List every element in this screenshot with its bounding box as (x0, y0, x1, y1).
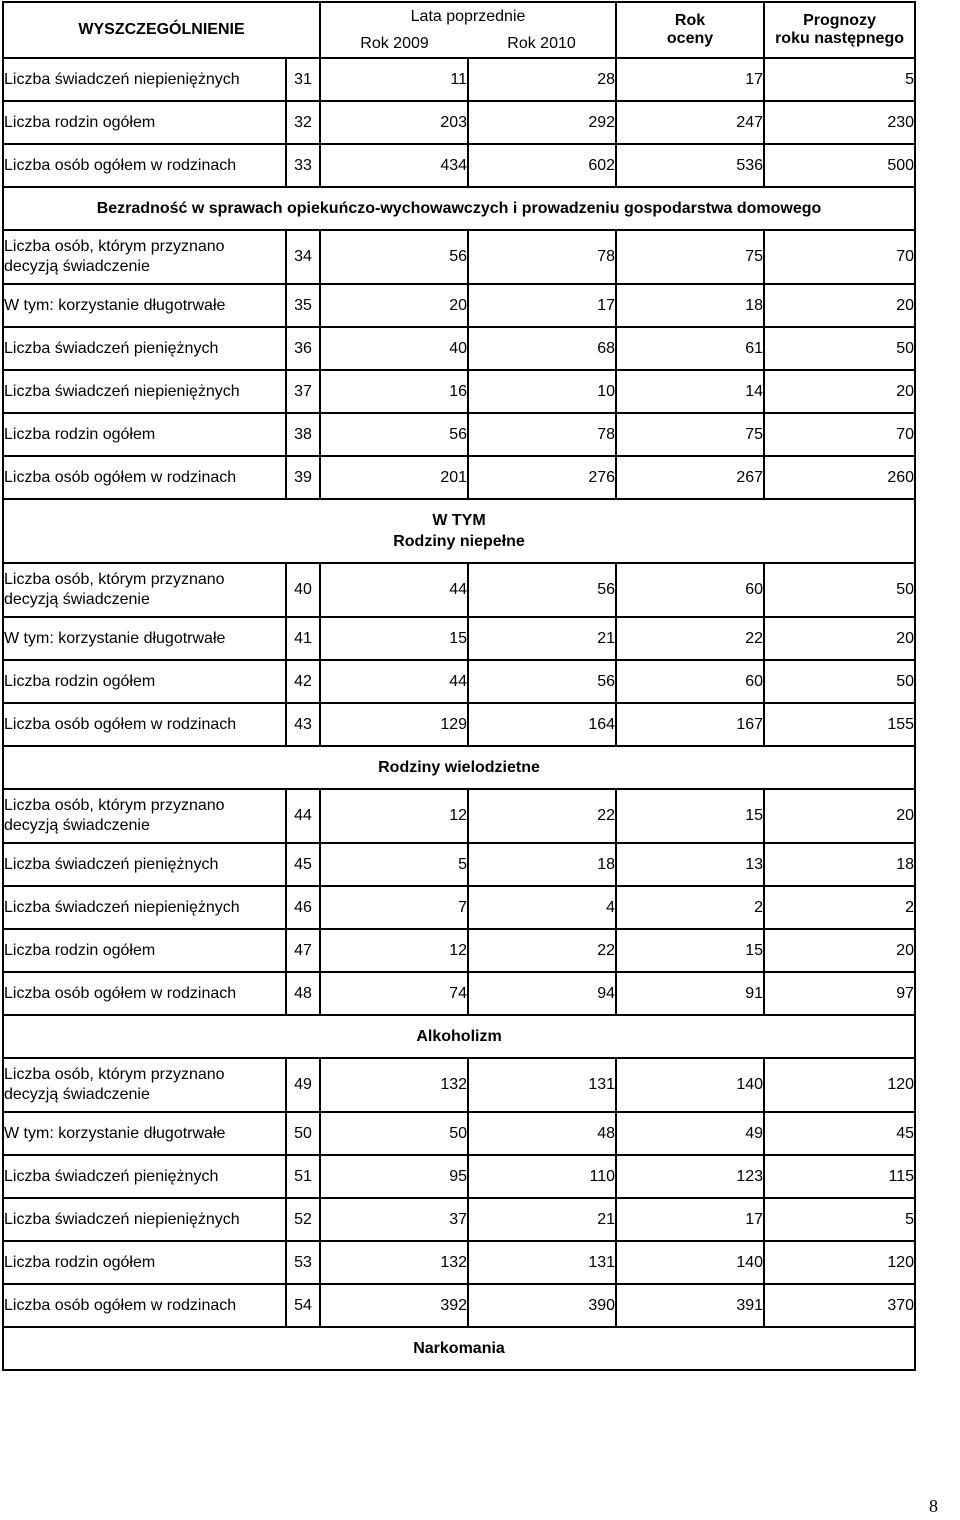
table-row (3, 284, 915, 327)
row-number: 36 (286, 327, 320, 370)
value-forecast: 50 (764, 563, 915, 617)
row-number: 40 (286, 563, 320, 617)
value-eval-year: 391 (616, 1284, 764, 1327)
value-2009: 20 (320, 284, 468, 327)
table-row (3, 617, 915, 660)
value-forecast: 260 (764, 456, 915, 499)
row-number: 45 (286, 843, 320, 886)
value-2009: 16 (320, 370, 468, 413)
value-2010: 22 (468, 929, 616, 972)
value-2010: 78 (468, 413, 616, 456)
row-number: 38 (286, 413, 320, 456)
table-row (3, 886, 915, 929)
value-2009: 74 (320, 972, 468, 1015)
value-2009: 50 (320, 1112, 468, 1155)
section-3-rows (3, 789, 915, 1015)
value-2009: 95 (320, 1155, 468, 1198)
value-eval-year: 60 (616, 660, 764, 703)
value-2009: 203 (320, 101, 468, 144)
row-label (3, 230, 286, 284)
row-label: Liczba świadczeń pieniężnych (3, 843, 286, 886)
statistics-table (2, 1, 916, 1371)
row-label-line1: Liczba osób, którym przyznano (4, 571, 225, 588)
value-forecast: 20 (764, 929, 915, 972)
value-forecast: 5 (764, 1198, 915, 1241)
value-2010: 602 (468, 144, 616, 187)
row-label: Liczba osób ogółem w rodzinach (3, 703, 286, 746)
value-2010: 110 (468, 1155, 616, 1198)
section-1-rows (3, 230, 915, 499)
table-row (3, 144, 915, 187)
value-2010: 68 (468, 327, 616, 370)
section-4-rows (3, 1058, 915, 1327)
row-number: 32 (286, 101, 320, 144)
value-2009: 44 (320, 660, 468, 703)
row-number: 33 (286, 144, 320, 187)
table-row (3, 327, 915, 370)
table-row (3, 230, 915, 284)
value-2010: 28 (468, 58, 616, 101)
row-label-line2: decyzją świadczenie (4, 258, 150, 275)
row-label: Liczba świadczeń pieniężnych (3, 327, 286, 370)
row-label-line2: decyzją świadczenie (4, 1086, 150, 1103)
value-2010: 48 (468, 1112, 616, 1155)
row-label: Liczba świadczeń niepieniężnych (3, 886, 286, 929)
header-year-2010: Rok 2010 (468, 30, 616, 58)
value-2009: 56 (320, 230, 468, 284)
value-2010: 94 (468, 972, 616, 1015)
value-eval-year: 140 (616, 1241, 764, 1284)
value-2010: 131 (468, 1241, 616, 1284)
section-4 (3, 1015, 915, 1058)
table-row (3, 58, 915, 101)
row-label: W tym: korzystanie długotrwałe (3, 284, 286, 327)
row-number: 53 (286, 1241, 320, 1284)
row-number: 47 (286, 929, 320, 972)
value-2009: 5 (320, 843, 468, 886)
value-forecast: 115 (764, 1155, 915, 1198)
rows-top (3, 58, 915, 187)
row-label: Liczba osób ogółem w rodzinach (3, 1284, 286, 1327)
value-forecast: 70 (764, 230, 915, 284)
section-3 (3, 746, 915, 789)
table-row (3, 456, 915, 499)
value-2009: 129 (320, 703, 468, 746)
table-row (3, 1241, 915, 1284)
row-label: Liczba osób ogółem w rodzinach (3, 972, 286, 1015)
header-previous-years: Lata poprzednie (320, 2, 616, 30)
row-label: W tym: korzystanie długotrwałe (3, 617, 286, 660)
row-label-line2: decyzją świadczenie (4, 817, 150, 834)
row-number: 34 (286, 230, 320, 284)
row-label-line1: Liczba osób, którym przyznano (4, 238, 225, 255)
row-number: 44 (286, 789, 320, 843)
value-2009: 40 (320, 327, 468, 370)
row-number: 37 (286, 370, 320, 413)
row-label (3, 789, 286, 843)
table-row (3, 370, 915, 413)
row-number: 41 (286, 617, 320, 660)
table-row (3, 413, 915, 456)
value-eval-year: 167 (616, 703, 764, 746)
value-2009: 392 (320, 1284, 468, 1327)
table-row (3, 1155, 915, 1198)
value-forecast: 5 (764, 58, 915, 101)
row-label-line1: Liczba osób, którym przyznano (4, 797, 225, 814)
row-label: Liczba świadczeń niepieniężnych (3, 370, 286, 413)
header-eval-line1: Rok (674, 12, 706, 29)
value-forecast: 45 (764, 1112, 915, 1155)
value-2010: 56 (468, 660, 616, 703)
row-number: 42 (286, 660, 320, 703)
value-forecast: 230 (764, 101, 915, 144)
header-forecast-line1: Prognozy (803, 12, 876, 29)
value-eval-year: 91 (616, 972, 764, 1015)
value-2010: 18 (468, 843, 616, 886)
row-number: 50 (286, 1112, 320, 1155)
row-label-line2: decyzją świadczenie (4, 591, 150, 608)
row-label: Liczba osób ogółem w rodzinach (3, 144, 286, 187)
row-number: 31 (286, 58, 320, 101)
value-2010: 164 (468, 703, 616, 746)
value-eval-year: 49 (616, 1112, 764, 1155)
value-eval-year: 18 (616, 284, 764, 327)
value-eval-year: 22 (616, 617, 764, 660)
section-2-title-line2: Rodziny niepełne (393, 533, 525, 550)
value-eval-year: 14 (616, 370, 764, 413)
table-row (3, 1284, 915, 1327)
row-label: Liczba świadczeń niepieniężnych (3, 1198, 286, 1241)
value-forecast: 20 (764, 617, 915, 660)
value-2009: 132 (320, 1241, 468, 1284)
value-2009: 44 (320, 563, 468, 617)
value-2010: 22 (468, 789, 616, 843)
value-eval-year: 2 (616, 886, 764, 929)
value-eval-year: 60 (616, 563, 764, 617)
section-5 (3, 1327, 915, 1370)
row-label: Liczba rodzin ogółem (3, 1241, 286, 1284)
value-eval-year: 75 (616, 230, 764, 284)
value-forecast: 120 (764, 1058, 915, 1112)
value-2009: 7 (320, 886, 468, 929)
value-forecast: 500 (764, 144, 915, 187)
value-forecast: 2 (764, 886, 915, 929)
value-2009: 434 (320, 144, 468, 187)
table-row (3, 929, 915, 972)
table-row (3, 843, 915, 886)
section-5-title: Narkomania (3, 1327, 915, 1370)
value-2009: 11 (320, 58, 468, 101)
row-number: 54 (286, 1284, 320, 1327)
section-3-title: Rodziny wielodzietne (3, 746, 915, 789)
section-1 (3, 187, 915, 230)
section-2-title (3, 499, 915, 563)
row-number: 51 (286, 1155, 320, 1198)
value-2010: 21 (468, 617, 616, 660)
section-2 (3, 499, 915, 563)
header-forecast-line2: roku następnego (775, 30, 904, 47)
row-label: Liczba rodzin ogółem (3, 660, 286, 703)
section-2-title-line1: W TYM (432, 512, 486, 529)
value-forecast: 20 (764, 284, 915, 327)
row-number: 52 (286, 1198, 320, 1241)
page-number: 8 (929, 1496, 938, 1516)
section-2-rows (3, 563, 915, 746)
value-eval-year: 247 (616, 101, 764, 144)
row-label (3, 563, 286, 617)
value-eval-year: 17 (616, 58, 764, 101)
row-number: 49 (286, 1058, 320, 1112)
value-2009: 12 (320, 929, 468, 972)
value-forecast: 20 (764, 370, 915, 413)
header-label-column: WYSZCZEGÓLNIENIE (3, 2, 320, 58)
row-number: 43 (286, 703, 320, 746)
value-2010: 276 (468, 456, 616, 499)
value-eval-year: 140 (616, 1058, 764, 1112)
value-2010: 21 (468, 1198, 616, 1241)
value-forecast: 50 (764, 327, 915, 370)
value-forecast: 155 (764, 703, 915, 746)
table-row (3, 1058, 915, 1112)
value-2009: 201 (320, 456, 468, 499)
value-eval-year: 267 (616, 456, 764, 499)
table-row (3, 972, 915, 1015)
header-forecast (764, 2, 915, 58)
value-2010: 292 (468, 101, 616, 144)
value-forecast: 20 (764, 789, 915, 843)
row-label: W tym: korzystanie długotrwałe (3, 1112, 286, 1155)
row-label: Liczba świadczeń pieniężnych (3, 1155, 286, 1198)
value-2010: 56 (468, 563, 616, 617)
value-2010: 10 (468, 370, 616, 413)
value-forecast: 120 (764, 1241, 915, 1284)
header-evaluation-year (616, 2, 764, 58)
row-label-line1: Liczba osób, którym przyznano (4, 1066, 225, 1083)
row-number: 35 (286, 284, 320, 327)
table-row (3, 1198, 915, 1241)
row-number: 48 (286, 972, 320, 1015)
value-eval-year: 15 (616, 929, 764, 972)
row-label: Liczba świadczeń niepieniężnych (3, 58, 286, 101)
value-forecast: 370 (764, 1284, 915, 1327)
table-row (3, 563, 915, 617)
value-2010: 4 (468, 886, 616, 929)
value-eval-year: 61 (616, 327, 764, 370)
value-2009: 37 (320, 1198, 468, 1241)
value-forecast: 97 (764, 972, 915, 1015)
value-2009: 15 (320, 617, 468, 660)
section-4-title: Alkoholizm (3, 1015, 915, 1058)
value-eval-year: 15 (616, 789, 764, 843)
value-2010: 390 (468, 1284, 616, 1327)
value-2009: 56 (320, 413, 468, 456)
value-forecast: 18 (764, 843, 915, 886)
row-number: 46 (286, 886, 320, 929)
table-row (3, 789, 915, 843)
value-2009: 12 (320, 789, 468, 843)
row-number: 39 (286, 456, 320, 499)
value-eval-year: 17 (616, 1198, 764, 1241)
value-eval-year: 75 (616, 413, 764, 456)
row-label: Liczba rodzin ogółem (3, 929, 286, 972)
section-1-title: Bezradność w sprawach opiekuńczo-wychowawczych i prowadzeniu gospodarstwa domowego (3, 187, 915, 230)
value-forecast: 50 (764, 660, 915, 703)
value-forecast: 70 (764, 413, 915, 456)
table-row (3, 101, 915, 144)
header-year-2009: Rok 2009 (320, 30, 468, 58)
table-row (3, 660, 915, 703)
table-row (3, 1112, 915, 1155)
value-2010: 17 (468, 284, 616, 327)
row-label (3, 1058, 286, 1112)
row-label: Liczba osób ogółem w rodzinach (3, 456, 286, 499)
value-eval-year: 536 (616, 144, 764, 187)
value-eval-year: 13 (616, 843, 764, 886)
header-eval-line2: oceny (666, 30, 714, 47)
row-label: Liczba rodzin ogółem (3, 101, 286, 144)
value-2009: 132 (320, 1058, 468, 1112)
value-2010: 78 (468, 230, 616, 284)
row-label: Liczba rodzin ogółem (3, 413, 286, 456)
value-2010: 131 (468, 1058, 616, 1112)
value-eval-year: 123 (616, 1155, 764, 1198)
table-row (3, 703, 915, 746)
